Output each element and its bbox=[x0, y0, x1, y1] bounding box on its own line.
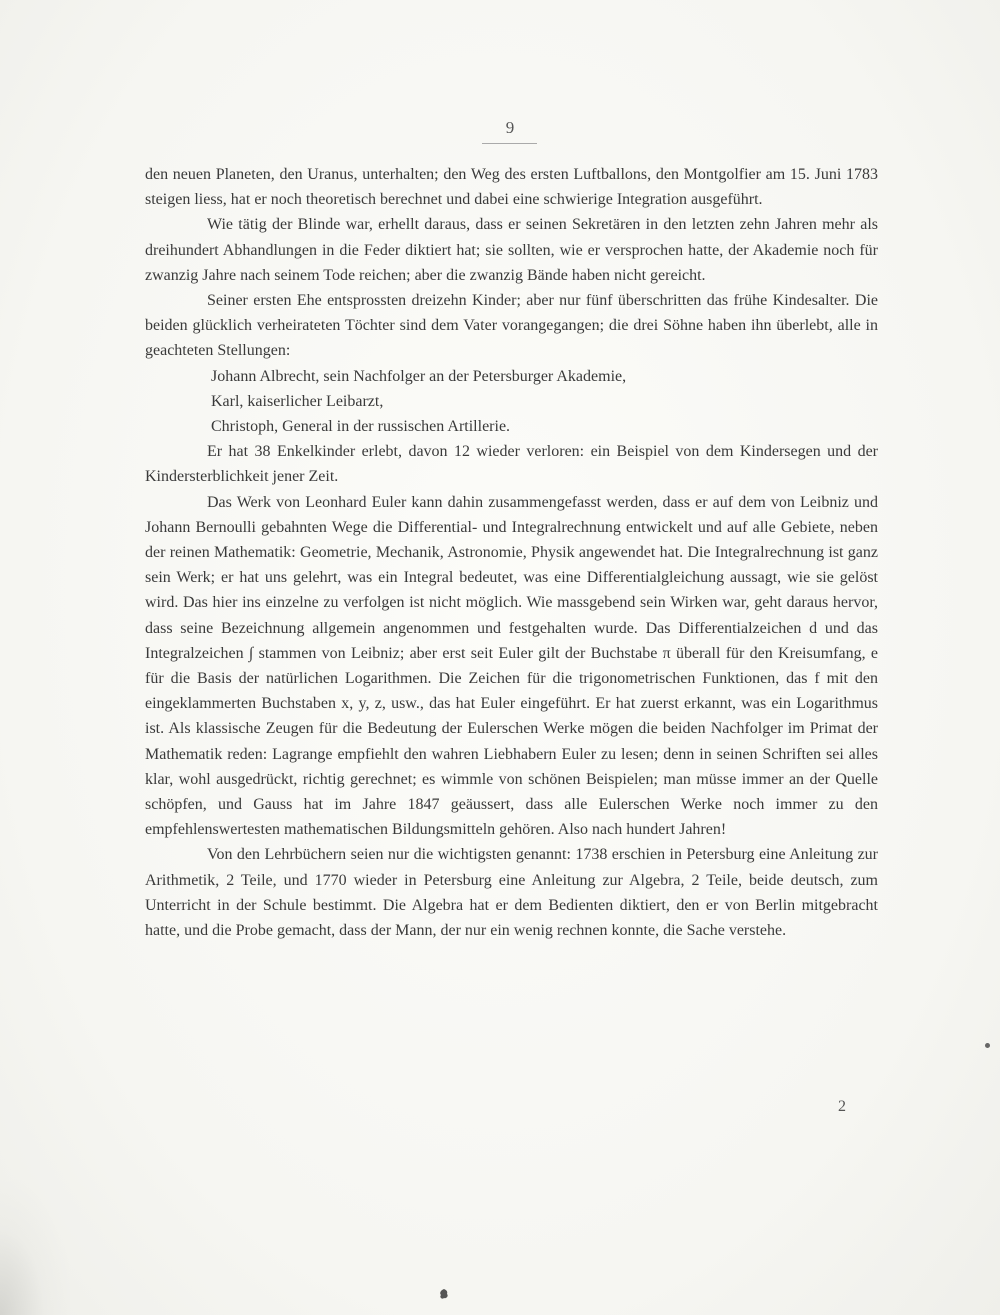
paragraph-4: Er hat 38 Enkelkinder erlebt, davon 12 wieder verloren: ein Beispiel von dem Kindersegen und der Kindersterblichkeit jener Zeit. bbox=[145, 443, 878, 486]
page-number-rule bbox=[482, 143, 537, 144]
paragraph-1: den neuen Planeten, den Uranus, unterhalten; den Weg des ersten Luftballons, den Montgolfier am 15. Juni 1783 steigen liess, hat er noch theoretisch berechnet und dabei eine schwierige Integration ausgeführt. bbox=[145, 166, 878, 209]
paragraph-5: Das Werk von Leonhard Euler kann dahin zusammengefasst werden, dass er auf dem von Leibniz und Johann Bernoulli gebahnten Wege die Differential- und Integralrechnung entwickelt und auf alle Gebiete, neben der reinen Mathematik: Geometrie, Mechanik, Astronomie, Physik angewendet hat. Die Integralrechnung ist ganz sein Werk; er hat uns gelehrt, was ein Integral bedeutet, was eine Differentialgleichung aussagt, wie sie gelöst wird. Das hier ins einzelne zu verfolgen ist nicht möglich. Wie massgebend sein Wirken war, geht daraus hervor, dass seine Bezeichnung allgemein angenommen und festgehalten wurde. Das Differentialzeichen d und das Integralzeichen ∫ stammen von Leibniz; aber erst seit Euler gilt der Buchstabe π überall für den Kreisumfang, e für die Basis der natürlichen Logarithmen. Die Zeichen für die trigonometrischen Funktionen, das f mit den eingeklammerten Buchstaben x, y, z, usw., das hat Euler eingeführt. Er hat zuerst erkannt, was ein Logarithmus ist. Als klassische Zeugen für die Bedeutung der Eulerschen Werke mögen die beiden Nachfolger im Primat der Mathematik reden: Lagrange empfiehlt den wahren Liebhabern Euler zu lesen; denn in seinen Schriften sei alles klar, wohl ausgedrückt, richtig gerechnet; es wimmle von schönen Beispielen; man müsse immer an der Quelle schöpfen, und Gauss hat im Jahre 1847 geäussert, dass alle Eulerschen Werke noch immer zu den empfehlenswertesten mathematischen Bildungsmitteln gehören. Also nach hundert Jahren! bbox=[145, 493, 878, 839]
page-edge-shadow bbox=[0, 1180, 70, 1315]
signature-mark: 2 bbox=[838, 1098, 846, 1115]
son-list-item-3: Christoph, General in der russischen Artillerie. bbox=[211, 418, 511, 436]
ink-blot-icon bbox=[438, 1288, 450, 1300]
son-list-item-1: Johann Albrecht, sein Nachfolger an der Petersburger Akademie, bbox=[211, 367, 627, 385]
page-number: 9 bbox=[505, 118, 515, 137]
paragraph-6: Von den Lehrbüchern seien nur die wichtigsten genannt: 1738 erschien in Petersburg eine Anleitung zur Arithmetik, 2 Teile, und 1770 wieder in Petersburg eine Anleitung zur Algebra, 2 Teile, beide deutsch, zum Unterricht in der Schule bestimmt. Die Algebra hat er dem Bedienten diktiert, den er von Berlin mitgebracht hatte, und die Probe gemacht, dass der Mann, der nur ein wenig rechnen konnte, die Sache verstehe. bbox=[145, 846, 878, 940]
paragraph-3: Seiner ersten Ehe entsprossten dreizehn Kinder; aber nur fünf überschritten das frühe Kindesalter. Die beiden glücklich verheirateten Töchter sind dem Vater vorangegangen; die drei Söhne haben ihn überlebt, alle in geachteten Stellungen: bbox=[145, 292, 878, 360]
paragraph-2: Wie tätig der Blinde war, erhellt daraus, dass er seinen Sekretären in den letzten zehn Jahren mehr als dreihundert Abhandlungen in die Feder diktiert hat; sie sollten, wie er versprochen hatte, der Akademie noch für zwanzig Jahre nach seinem Tode reichen; aber die zwanzig Bände haben nicht gereicht. bbox=[145, 216, 878, 284]
son-list-item-2: Karl, kaiserlicher Leibarzt, bbox=[211, 392, 384, 410]
ink-dot-mark bbox=[985, 1043, 990, 1048]
body-text bbox=[145, 162, 878, 943]
